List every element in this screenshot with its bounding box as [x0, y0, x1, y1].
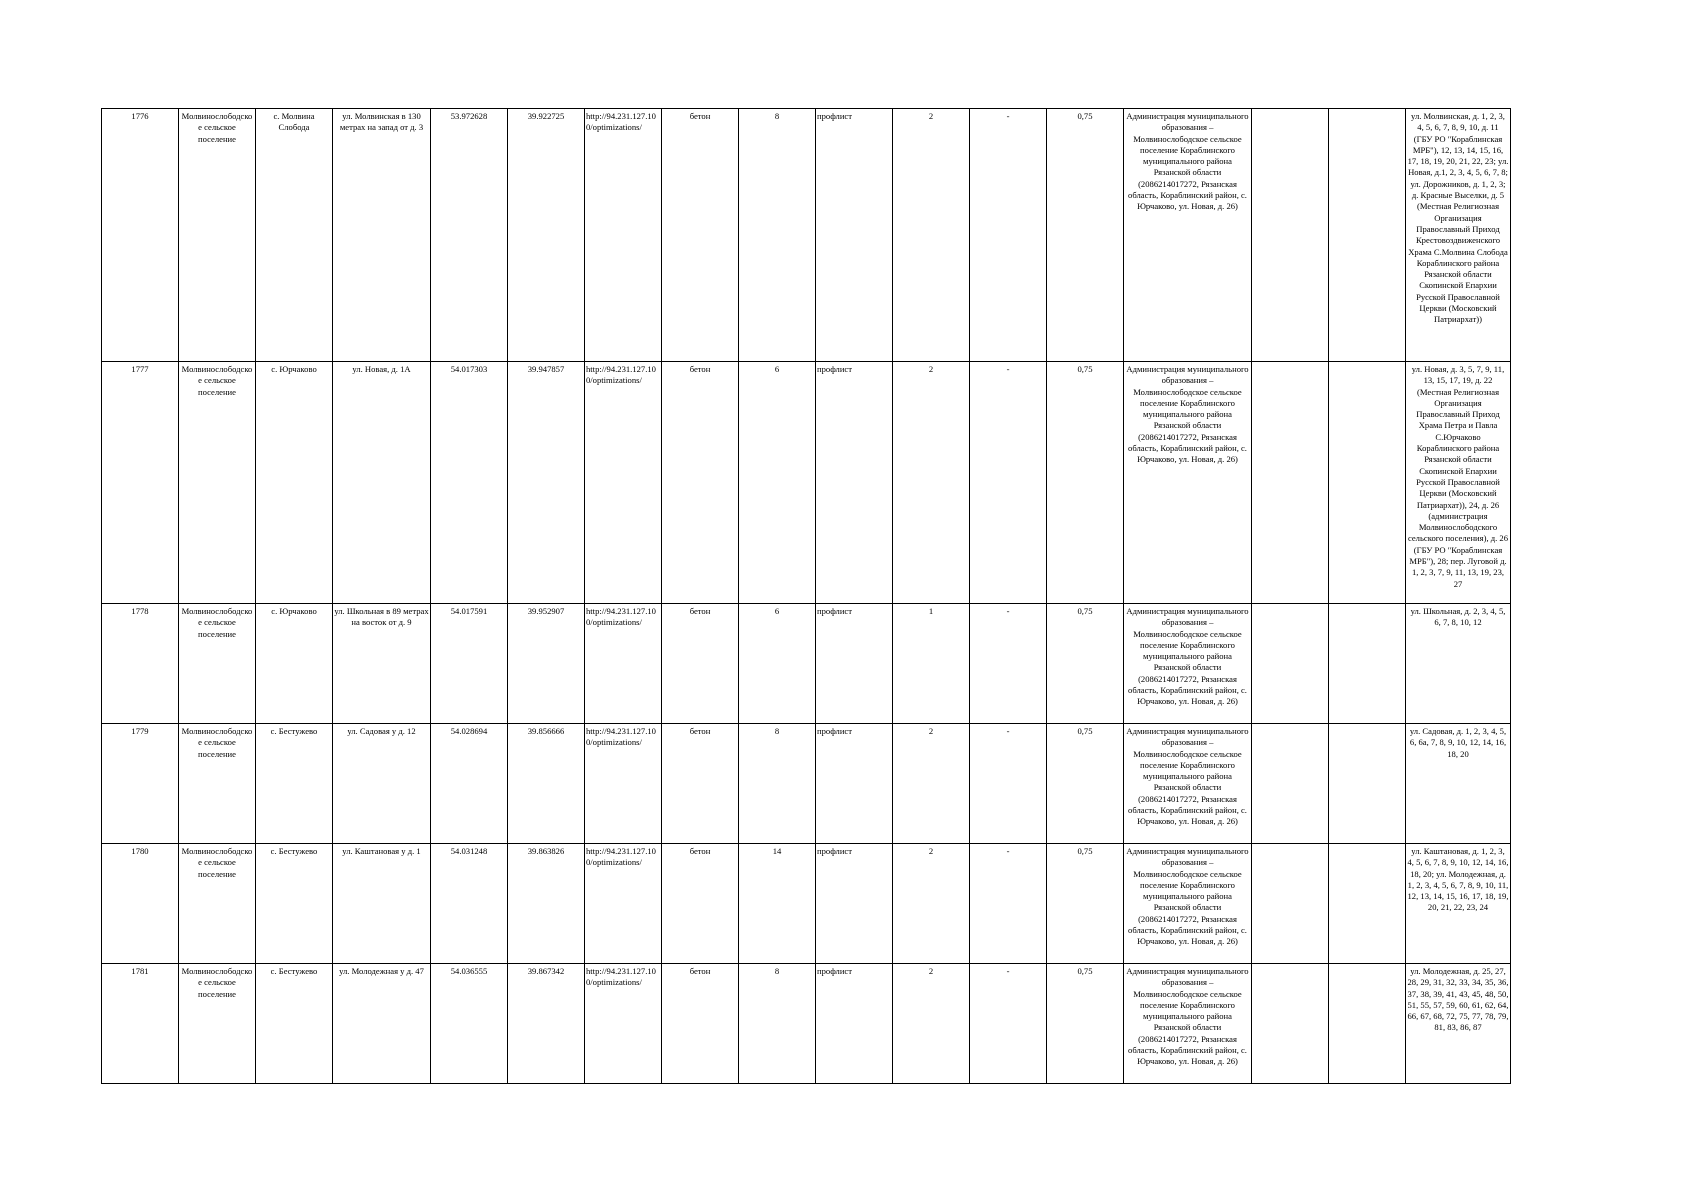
volume: 0,75	[1047, 604, 1124, 724]
latitude: 53.972628	[431, 109, 508, 362]
settlement: Молвинослободское сельское поселение	[179, 724, 256, 844]
containers: 2	[893, 844, 970, 964]
settlement: Молвинослободское сельское поселение	[179, 964, 256, 1084]
volume: 0,75	[1047, 362, 1124, 604]
row-number: 1779	[102, 724, 179, 844]
area: 8	[739, 109, 816, 362]
fence: профлист	[816, 724, 893, 844]
owner: Администрация муниципального образования – Молвинослободское сельское поселение Кораблинского муниципального района Рязанской области (2086214017272, Рязанская область, Кораблинский район, с. Юрчаково, ул. Новая, д. 26)	[1124, 724, 1252, 844]
containers: 2	[893, 109, 970, 362]
longitude: 39.863826	[508, 844, 585, 964]
locality: с. Бестужево	[256, 724, 333, 844]
table-row	[102, 844, 1511, 964]
waste-sources: ул. Садовая, д. 1, 2, 3, 4, 5, 6, 6а, 7, 8, 9, 10, 12, 14, 16, 18, 20	[1406, 724, 1511, 844]
locality: с. Бестужево	[256, 964, 333, 1084]
containers: 2	[893, 724, 970, 844]
row-number: 1780	[102, 844, 179, 964]
map-link[interactable]: http://94.231.127.100/optimizations/	[585, 724, 662, 844]
address: ул. Школьная в 89 метрах на восток от д. 9	[333, 604, 431, 724]
latitude: 54.031248	[431, 844, 508, 964]
address: ул. Новая, д. 1А	[333, 362, 431, 604]
table-row	[102, 724, 1511, 844]
fence: профлист	[816, 844, 893, 964]
settlement: Молвинослободское сельское поселение	[179, 362, 256, 604]
volume: 0,75	[1047, 964, 1124, 1084]
fence: профлист	[816, 362, 893, 604]
extra-col-2	[1329, 604, 1406, 724]
extra-col-1	[1252, 109, 1329, 362]
longitude: 39.867342	[508, 964, 585, 1084]
containers: 1	[893, 604, 970, 724]
map-link[interactable]: http://94.231.127.100/optimizations/	[585, 362, 662, 604]
bunkers: -	[970, 724, 1047, 844]
area: 6	[739, 362, 816, 604]
area: 6	[739, 604, 816, 724]
longitude: 39.947857	[508, 362, 585, 604]
waste-sources: ул. Молвинская, д. 1, 2, 3, 4, 5, 6, 7, 8, 9, 10, д. 11 (ГБУ РО "Кораблинская МРБ"), 12, 13, 14, 15, 16, 17, 18, 19, 20, 21, 22, 23; ул. Новая, д.1, 2, 3, 4, 5, 6, 7, 8; ул. Дорожников, д. 1, 2, 3; д. Красные Выселки, д. 5 (Местная Религиозная Организация Православный Приход Крестовоздвиженского Храма С.Молвина Слобода Кораблинского района Рязанской области Скопинской Епархии Русской Православной Церкви (Московский Патриархат))	[1406, 109, 1511, 362]
surface: бетон	[662, 604, 739, 724]
row-number: 1778	[102, 604, 179, 724]
containers: 2	[893, 362, 970, 604]
containers: 2	[893, 964, 970, 1084]
extra-col-1	[1252, 844, 1329, 964]
extra-col-2	[1329, 362, 1406, 604]
surface: бетон	[662, 362, 739, 604]
table-row	[102, 964, 1511, 1084]
bunkers: -	[970, 109, 1047, 362]
owner: Администрация муниципального образования – Молвинослободское сельское поселение Кораблинского муниципального района Рязанской области (2086214017272, Рязанская область, Кораблинский район, с. Юрчаково, ул. Новая, д. 26)	[1124, 604, 1252, 724]
settlement: Молвинослободское сельское поселение	[179, 604, 256, 724]
bunkers: -	[970, 964, 1047, 1084]
volume: 0,75	[1047, 109, 1124, 362]
fence: профлист	[816, 604, 893, 724]
extra-col-2	[1329, 724, 1406, 844]
volume: 0,75	[1047, 844, 1124, 964]
fence: профлист	[816, 964, 893, 1084]
longitude: 39.922725	[508, 109, 585, 362]
area: 8	[739, 964, 816, 1084]
locality: с. Юрчаково	[256, 604, 333, 724]
latitude: 54.028694	[431, 724, 508, 844]
address: ул. Молвинская в 130 метрах на запад от д. 3	[333, 109, 431, 362]
owner: Администрация муниципального образования – Молвинослободское сельское поселение Кораблинского муниципального района Рязанской области (2086214017272, Рязанская область, Кораблинский район, с. Юрчаково, ул. Новая, д. 26)	[1124, 109, 1252, 362]
latitude: 54.036555	[431, 964, 508, 1084]
bunkers: -	[970, 362, 1047, 604]
surface: бетон	[662, 724, 739, 844]
latitude: 54.017591	[431, 604, 508, 724]
extra-col-1	[1252, 724, 1329, 844]
row-number: 1777	[102, 362, 179, 604]
longitude: 39.952907	[508, 604, 585, 724]
map-link[interactable]: http://94.231.127.100/optimizations/	[585, 844, 662, 964]
surface: бетон	[662, 844, 739, 964]
table-body	[102, 109, 1511, 1084]
waste-sources: ул. Каштановая, д. 1, 2, 3, 4, 5, 6, 7, 8, 9, 10, 12, 14, 16, 18, 20; ул. Молодежная, д. 1, 2, 3, 4, 5, 6, 7, 8, 9, 10, 11, 12, 13, 14, 15, 16, 17, 18, 19, 20, 21, 22, 23, 24	[1406, 844, 1511, 964]
extra-col-1	[1252, 604, 1329, 724]
owner: Администрация муниципального образования – Молвинослободское сельское поселение Кораблинского муниципального района Рязанской области (2086214017272, Рязанская область, Кораблинский район, с. Юрчаково, ул. Новая, д. 26)	[1124, 964, 1252, 1084]
locality: с. Юрчаково	[256, 362, 333, 604]
fence: профлист	[816, 109, 893, 362]
locality: с. Бестужево	[256, 844, 333, 964]
address: ул. Каштановая у д. 1	[333, 844, 431, 964]
table-row	[102, 362, 1511, 604]
area: 8	[739, 724, 816, 844]
waste-sources: ул. Новая, д. 3, 5, 7, 9, 11, 13, 15, 17, 19, д. 22 (Местная Религиозная Организация Православный Приход Храма Петра и Павла С.Юрчаково Кораблинского района Рязанской области Скопинской Епархии Русской Православной Церкви (Московский Патриархат)), 24, д. 26 (администрация Молвинослободского сельского поселения), д. 26 (ГБУ РО "Кораблинская МРБ"), 28; пер. Луговой д. 1, 2, 3, 7, 9, 11, 13, 19, 23, 27	[1406, 362, 1511, 604]
address: ул. Молодежная у д. 47	[333, 964, 431, 1084]
map-link[interactable]: http://94.231.127.100/optimizations/	[585, 109, 662, 362]
locality: с. Молвина Слобода	[256, 109, 333, 362]
row-number: 1776	[102, 109, 179, 362]
volume: 0,75	[1047, 724, 1124, 844]
extra-col-2	[1329, 964, 1406, 1084]
bunkers: -	[970, 604, 1047, 724]
bunkers: -	[970, 844, 1047, 964]
owner: Администрация муниципального образования – Молвинослободское сельское поселение Кораблинского муниципального района Рязанской области (2086214017272, Рязанская область, Кораблинский район, с. Юрчаково, ул. Новая, д. 26)	[1124, 844, 1252, 964]
surface: бетон	[662, 109, 739, 362]
surface: бетон	[662, 964, 739, 1084]
table-row	[102, 604, 1511, 724]
map-link[interactable]: http://94.231.127.100/optimizations/	[585, 604, 662, 724]
waste-sources: ул. Молодежная, д. 25, 27, 28, 29, 31, 32, 33, 34, 35, 36, 37, 38, 39, 41, 43, 45, 48, 50, 51, 55, 57, 59, 60, 61, 62, 64, 66, 67, 68, 72, 75, 77, 78, 79, 81, 83, 86, 87	[1406, 964, 1511, 1084]
address: ул. Садовая у д. 12	[333, 724, 431, 844]
settlement: Молвинослободское сельское поселение	[179, 109, 256, 362]
registry-table	[101, 108, 1511, 1084]
area: 14	[739, 844, 816, 964]
owner: Администрация муниципального образования – Молвинослободское сельское поселение Кораблинского муниципального района Рязанской области (2086214017272, Рязанская область, Кораблинский район, с. Юрчаково, ул. Новая, д. 26)	[1124, 362, 1252, 604]
map-link[interactable]: http://94.231.127.100/optimizations/	[585, 964, 662, 1084]
latitude: 54.017303	[431, 362, 508, 604]
extra-col-1	[1252, 964, 1329, 1084]
extra-col-1	[1252, 362, 1329, 604]
waste-sources: ул. Школьная, д. 2, 3, 4, 5, 6, 7, 8, 10, 12	[1406, 604, 1511, 724]
table-row	[102, 109, 1511, 362]
row-number: 1781	[102, 964, 179, 1084]
longitude: 39.856666	[508, 724, 585, 844]
extra-col-2	[1329, 844, 1406, 964]
settlement: Молвинослободское сельское поселение	[179, 844, 256, 964]
extra-col-2	[1329, 109, 1406, 362]
